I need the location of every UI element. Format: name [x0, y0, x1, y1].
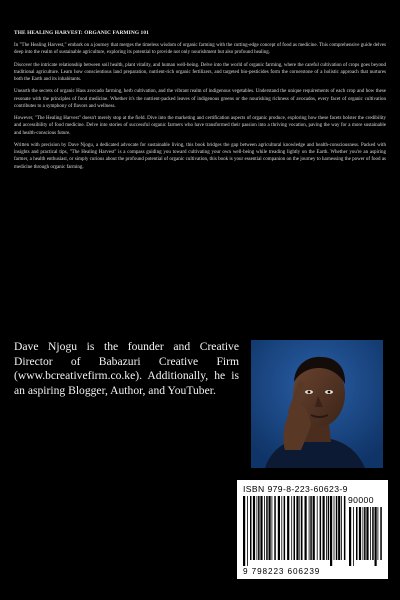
blurb-paragraph: Discover the intricate relationship between soil health, plant vitality, and human well-being. Delve into the world of organic farming, where the careful cultivation of crops goes beyond traditional agriculture. Learn how conscientious land preparation, nutrient-rich organic fertilizers, and targeted bio-pesticides form the cornerstone of a holistic approach that nurtures both the Earth and its inhabitants. — [14, 62, 386, 82]
barcode-bar — [338, 496, 340, 560]
barcode-bar — [250, 496, 252, 560]
barcode-bar — [287, 496, 289, 560]
barcode-bar — [341, 496, 342, 560]
barcode-bar — [296, 496, 298, 560]
barcode-bar — [320, 496, 322, 560]
barcode-bar — [349, 507, 351, 566]
barcode-bar — [305, 496, 307, 560]
author-photo — [251, 340, 383, 468]
barcode-bar — [378, 507, 379, 560]
barcode-bar — [257, 496, 258, 560]
barcode-bar — [291, 496, 292, 560]
price-addon-barcode-bars — [349, 507, 383, 566]
barcode-bar — [363, 507, 364, 560]
barcode-bar — [370, 507, 371, 560]
barcode-bar — [364, 507, 366, 560]
barcode-bar — [281, 496, 282, 560]
barcode-bar — [326, 496, 327, 560]
barcode-bar — [278, 496, 280, 560]
price-code: 90000 — [348, 495, 374, 505]
barcode-bar — [336, 496, 338, 560]
author-bio: Dave Njogu is the founder and Creative Director of Babazuri Creative Firm (www.bcreativefirm.co.ke). Additionally, he is an aspiring Blogger, Author, and YouTuber. — [14, 340, 239, 397]
barcode-bar — [310, 496, 312, 560]
blurb-title: THE HEALING HARVEST: ORGANIC FARMING 101 — [14, 30, 149, 36]
barcode-bar — [243, 496, 245, 566]
barcode-bar — [264, 496, 265, 560]
author-portrait-illustration — [251, 340, 383, 468]
isbn-label: ISBN 979-8-223-60623-9 — [243, 484, 348, 494]
barcode-bar — [328, 496, 330, 560]
barcode-bar — [375, 507, 377, 566]
barcode-bar — [317, 496, 318, 560]
blurb-paragraph: However, "The Healing Harvest" doesn't merely stop at the field. Dive into the marketing and certification aspects of organic produce, exploring how these facets bolster the credibility and accessibility of food medicine. Delve into stories of successful organic farmers who have transformed their passion into a thriving vocation, paving the way for a more sustainable and health-conscious future. — [14, 116, 386, 136]
barcode-bar — [258, 496, 260, 560]
barcode-bar — [253, 496, 255, 560]
blurb-paragraph: In "The Healing Harvest," embark on a journey that merges the timeless wisdom of organic farming with the cutting-edge concept of food as medicine. This comprehensive guide delves deep into the realm of sustainable agriculture, exploring its potential to provide not only nourishment but also profound healing. — [14, 43, 386, 56]
barcode-bar — [260, 496, 262, 560]
barcode-bar — [313, 496, 315, 560]
barcode-bar — [372, 507, 374, 560]
ean-barcode-bars — [243, 496, 347, 566]
barcode-bar — [353, 507, 354, 566]
barcode-bar — [309, 496, 310, 560]
book-blurb — [14, 30, 386, 176]
barcode-bar — [274, 496, 276, 560]
blurb-paragraph: Written with precision by Dave Njogu, a dedicated advocate for sustainable living, this book bridges the gap between agricultural knowledge and health-consciousness. Packed with insights and practical tips, "The Healing Harvest" is a compass guiding you toward cultivating your own well-being while treading lightly on the Earth. Whether you're an aspiring farmer, a health enthusiast, or simply curious about the profound potential of organic cultivation, this book is your essential companion on the journey to harnessing the power of food as medicine through organic farming. — [14, 142, 386, 170]
barcode-bar — [380, 507, 382, 560]
barcode-bar — [266, 496, 268, 560]
barcode-bar — [294, 496, 296, 560]
ean-digits: 9 798223 606239 — [243, 567, 321, 576]
barcode-bar — [330, 496, 332, 566]
blurb-paragraph: Unearth the secrets of organic Hass avocado farming, herb cultivation, and the vibrant realm of indigenous vegetables. Understand the unique requirements of each crop and how these resonate with the principles of food medicine. Whether it's the nutrient-packed leaves of indigenous greens or the nourishing richness of avocados, every facet of organic cultivation contributes to a symphony of flavors and wellness. — [14, 89, 386, 109]
barcode-bar — [366, 507, 368, 560]
barcode-bar — [247, 496, 248, 566]
isbn-barcode-box — [237, 480, 388, 579]
barcode-bar — [356, 507, 358, 560]
barcode-bar — [359, 507, 361, 560]
barcode-bar — [344, 496, 346, 560]
barcode-bar — [334, 496, 335, 560]
barcode-bar — [269, 496, 271, 560]
barcode-bar — [323, 496, 325, 560]
barcode-bar — [301, 496, 303, 560]
barcode-bar — [284, 496, 286, 560]
barcode-bar — [272, 496, 273, 560]
barcode-bar — [299, 496, 300, 560]
